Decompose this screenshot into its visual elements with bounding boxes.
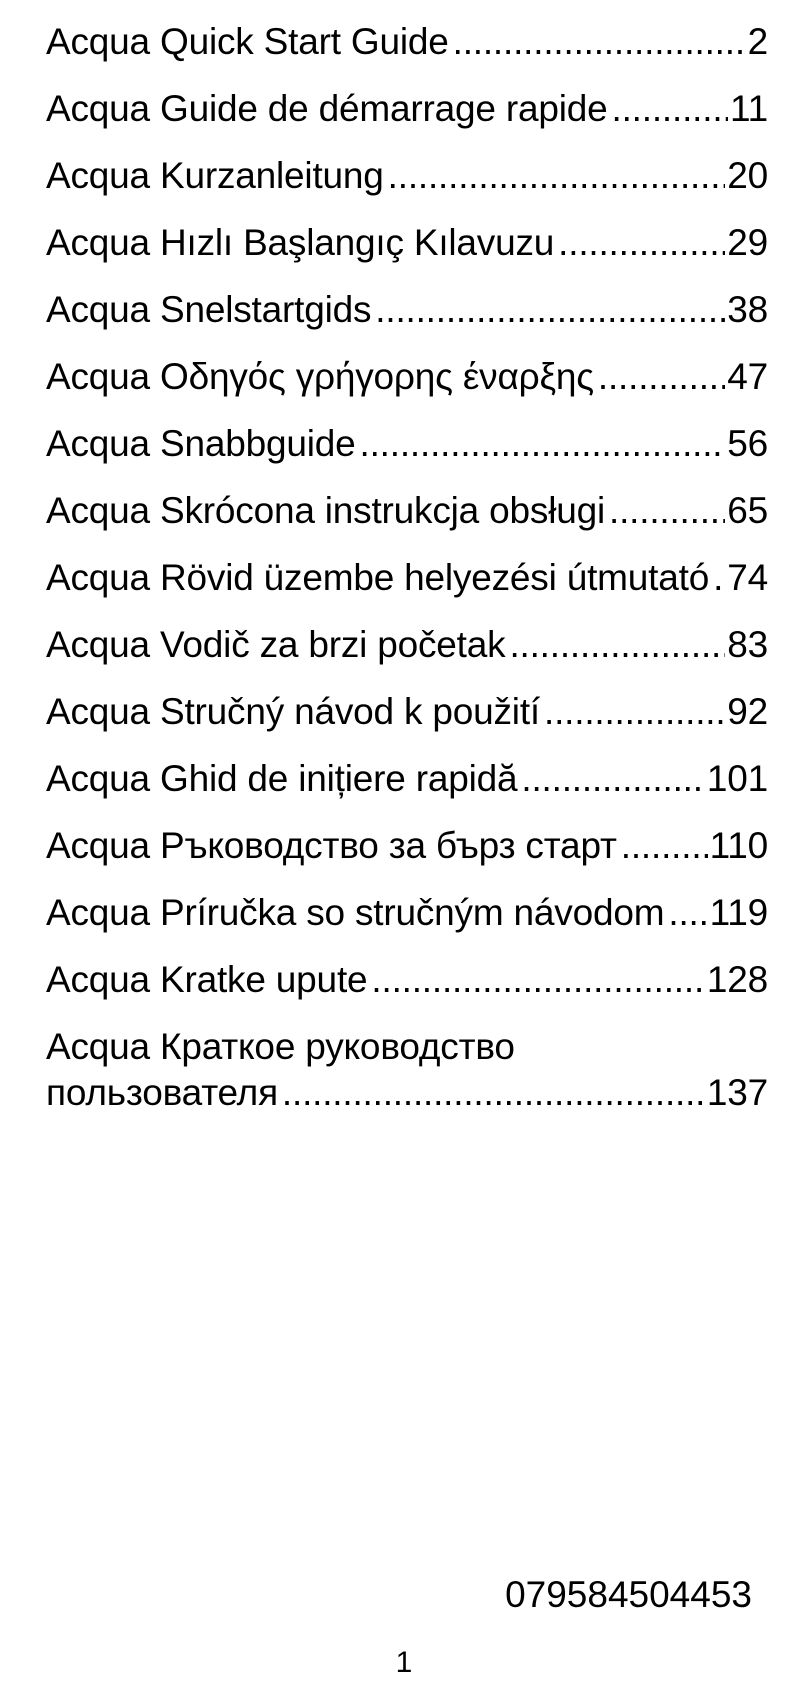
- toc-entry[interactable]: [46, 756, 768, 802]
- toc-entry[interactable]: [46, 153, 768, 199]
- toc-page-number: 83: [727, 624, 768, 665]
- toc-entry-title: Acqua Quick Start Guide: [46, 21, 449, 62]
- table-of-contents: [46, 19, 768, 1137]
- dot-leader: [371, 957, 704, 1003]
- dot-leader: [544, 689, 725, 735]
- toc-entry-title: Acqua Hızlı Başlangıç Kılavuzu: [46, 222, 555, 263]
- toc-entry[interactable]: [46, 354, 768, 400]
- toc-entry-title: Acqua Οδηγός γρήγορης έναρξης: [46, 356, 594, 397]
- toc-page-number: 29: [727, 222, 768, 263]
- toc-entry[interactable]: [46, 689, 768, 735]
- dot-leader: [282, 1070, 705, 1116]
- toc-entry[interactable]: [46, 555, 768, 601]
- toc-page-number: 2: [747, 21, 768, 62]
- toc-page-number: 119: [709, 892, 768, 933]
- toc-entry[interactable]: [46, 957, 768, 1003]
- document-code: 079584504453: [505, 1574, 752, 1615]
- dot-leader: [558, 220, 725, 266]
- toc-entry[interactable]: [46, 220, 768, 266]
- toc-entry-title: Acqua Ghid de inițiere rapidă: [46, 758, 518, 799]
- dot-leader: [612, 86, 728, 132]
- toc-entry-title-continued: пользователя: [46, 1072, 278, 1113]
- toc-page-number: 128: [706, 959, 768, 1000]
- dot-leader: [668, 890, 707, 936]
- toc-page-number: 11: [729, 88, 768, 129]
- dot-leader: [453, 19, 746, 65]
- toc-entry-title: Acqua Stručný návod k použití: [46, 691, 540, 732]
- toc-entry[interactable]: [46, 890, 768, 936]
- toc-entry-title: Acqua Guide de démarrage rapide: [46, 88, 608, 129]
- page-number: 1: [395, 1646, 413, 1679]
- toc-entry[interactable]: [46, 421, 768, 467]
- toc-page-number: 56: [727, 423, 768, 464]
- toc-entry-title: Acqua Kratke upute: [46, 959, 368, 1000]
- toc-page-number: 101: [706, 758, 768, 799]
- toc-entry-title: Acqua Rövid üzembe helyezési útmutató: [46, 557, 710, 598]
- dot-leader: [360, 421, 726, 467]
- toc-entry-title: Acqua Ръководство за бърз старт: [46, 825, 617, 866]
- dot-leader: [598, 354, 725, 400]
- dot-leader: [713, 555, 725, 601]
- toc-entry[interactable]: [46, 86, 768, 132]
- toc-page-number: 137: [706, 1072, 768, 1113]
- toc-entry-title: Acqua Kurzanleitung: [46, 155, 384, 196]
- toc-page-number: 38: [727, 289, 768, 330]
- toc-page-number: 110: [709, 825, 768, 866]
- toc-entry[interactable]: [46, 823, 768, 869]
- dot-leader: [375, 287, 725, 333]
- dot-leader: [621, 823, 708, 869]
- toc-entry-title: Acqua Príručka so stručným návodom: [46, 892, 665, 933]
- toc-page-number: 74: [727, 557, 768, 598]
- toc-entry[interactable]: [46, 19, 768, 65]
- toc-page-number: 65: [727, 490, 768, 531]
- toc-page-number: 20: [727, 155, 768, 196]
- dot-leader: [609, 488, 725, 534]
- toc-entry-title: Acqua Vodič za brzi početak: [46, 624, 506, 665]
- dot-leader: [521, 756, 704, 802]
- toc-entry-title: Acqua Snelstartgids: [46, 289, 372, 330]
- toc-page-number: 47: [727, 356, 768, 397]
- dot-leader: [509, 622, 725, 668]
- toc-entry[interactable]: [46, 287, 768, 333]
- toc-entry-title: Acqua Краткое руководство: [46, 1026, 515, 1067]
- toc-entry[interactable]: [46, 488, 768, 534]
- toc-entry[interactable]: [46, 1024, 768, 1116]
- toc-entry-title: Acqua Snabbguide: [46, 423, 356, 464]
- toc-entry-title: Acqua Skrócona instrukcja obsługi: [46, 490, 605, 531]
- toc-page-number: 92: [727, 691, 768, 732]
- dot-leader: [388, 153, 726, 199]
- toc-entry[interactable]: [46, 622, 768, 668]
